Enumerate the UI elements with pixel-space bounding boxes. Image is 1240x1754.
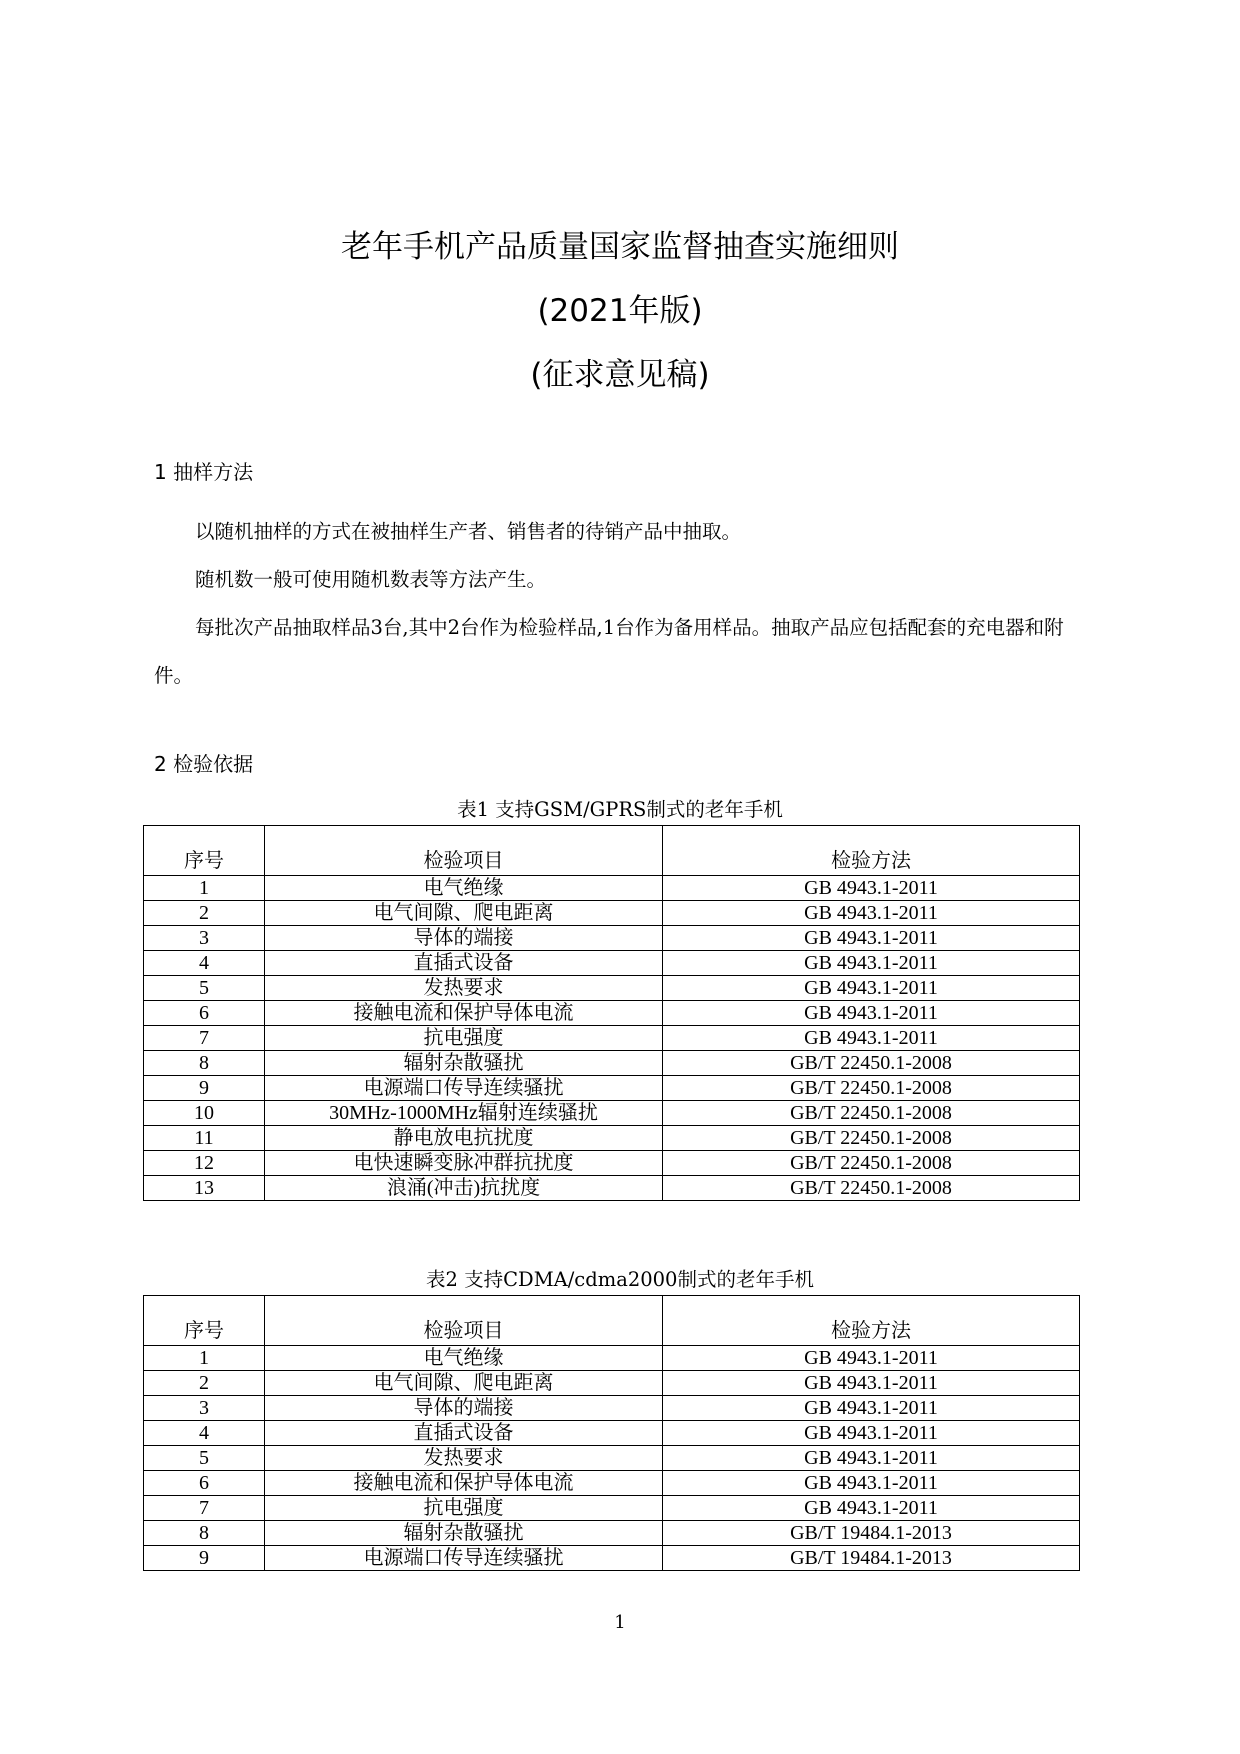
cell-method: GB 4943.1-2011 bbox=[663, 1496, 1080, 1521]
section-heading-basis: 2 检验依据 bbox=[154, 752, 254, 776]
cell-serial: 8 bbox=[144, 1051, 265, 1076]
cell-serial: 8 bbox=[144, 1521, 265, 1546]
cell-item: 直插式设备 bbox=[265, 1421, 663, 1446]
cell-item: 电气绝缘 bbox=[265, 1346, 663, 1371]
table-header-row bbox=[144, 1296, 1080, 1346]
cell-serial: 1 bbox=[144, 1346, 265, 1371]
cell-method: GB 4943.1-2011 bbox=[663, 1471, 1080, 1496]
cell-method: GB 4943.1-2011 bbox=[663, 951, 1080, 976]
cell-serial: 5 bbox=[144, 1446, 265, 1471]
cell-method: GB/T 22450.1-2008 bbox=[663, 1151, 1080, 1176]
cell-item: 30MHz-1000MHz辐射连续骚扰 bbox=[265, 1101, 663, 1126]
header-method: 检验方法 bbox=[663, 1296, 1080, 1346]
cell-method: GB/T 22450.1-2008 bbox=[663, 1076, 1080, 1101]
cell-item: 电气间隙、爬电距离 bbox=[265, 1371, 663, 1396]
table-row bbox=[144, 1026, 1080, 1051]
cell-serial: 9 bbox=[144, 1546, 265, 1571]
cell-item: 导体的端接 bbox=[265, 1396, 663, 1421]
cell-serial: 12 bbox=[144, 1151, 265, 1176]
title-line-1: 老年手机产品质量国家监督抽查实施细则 bbox=[341, 229, 899, 265]
paragraph-1: 以随机抽样的方式在被抽样生产者、销售者的待销产品中抽取。 bbox=[195, 520, 742, 543]
cell-item: 电气绝缘 bbox=[265, 876, 663, 901]
table-row bbox=[144, 1001, 1080, 1026]
cell-serial: 4 bbox=[144, 951, 265, 976]
cell-serial: 3 bbox=[144, 1396, 265, 1421]
cell-serial: 11 bbox=[144, 1126, 265, 1151]
cell-serial: 7 bbox=[144, 1496, 265, 1521]
table-row bbox=[144, 1421, 1080, 1446]
cell-method: GB 4943.1-2011 bbox=[663, 1346, 1080, 1371]
cell-method: GB 4943.1-2011 bbox=[663, 1026, 1080, 1051]
cell-serial: 4 bbox=[144, 1421, 265, 1446]
header-serial: 序号 bbox=[144, 1296, 265, 1346]
cell-method: GB 4943.1-2011 bbox=[663, 901, 1080, 926]
cell-method: GB 4943.1-2011 bbox=[663, 926, 1080, 951]
table1-caption: 表1 支持GSM/GPRS制式的老年手机 bbox=[457, 798, 783, 821]
cell-serial: 13 bbox=[144, 1176, 265, 1201]
table-row bbox=[144, 951, 1080, 976]
table-row bbox=[144, 1521, 1080, 1546]
cell-item: 接触电流和保护导体电流 bbox=[265, 1471, 663, 1496]
header-item: 检验项目 bbox=[265, 826, 663, 876]
page-number: 1 bbox=[614, 1612, 626, 1633]
cell-method: GB 4943.1-2011 bbox=[663, 1446, 1080, 1471]
cell-item: 抗电强度 bbox=[265, 1496, 663, 1521]
cell-serial: 2 bbox=[144, 901, 265, 926]
cell-method: GB/T 22450.1-2008 bbox=[663, 1126, 1080, 1151]
table-row bbox=[144, 1496, 1080, 1521]
header-serial: 序号 bbox=[144, 826, 265, 876]
document-title bbox=[0, 215, 1240, 407]
cell-item: 辐射杂散骚扰 bbox=[265, 1521, 663, 1546]
cell-serial: 2 bbox=[144, 1371, 265, 1396]
table-row bbox=[144, 1126, 1080, 1151]
cell-serial: 6 bbox=[144, 1471, 265, 1496]
paragraph-3: 每批次产品抽取样品3台,其中2台作为检验样品,1台作为备用样品。抽取产品应包括配套的充电器和附件。 bbox=[154, 616, 1064, 687]
cell-item: 电源端口传导连续骚扰 bbox=[265, 1546, 663, 1571]
title-line-3: (征求意见稿) bbox=[530, 357, 710, 393]
cell-method: GB 4943.1-2011 bbox=[663, 976, 1080, 1001]
cell-method: GB/T 22450.1-2008 bbox=[663, 1101, 1080, 1126]
table-row bbox=[144, 1396, 1080, 1421]
table-row bbox=[144, 1346, 1080, 1371]
table-row bbox=[144, 1546, 1080, 1571]
table-row bbox=[144, 1371, 1080, 1396]
cell-method: GB 4943.1-2011 bbox=[663, 1371, 1080, 1396]
table-row bbox=[144, 901, 1080, 926]
cell-method: GB/T 22450.1-2008 bbox=[663, 1176, 1080, 1201]
table-row bbox=[144, 1151, 1080, 1176]
table-row bbox=[144, 926, 1080, 951]
section-heading-sampling: 1 抽样方法 bbox=[154, 460, 254, 484]
cell-item: 接触电流和保护导体电流 bbox=[265, 1001, 663, 1026]
cell-method: GB/T 19484.1-2013 bbox=[663, 1521, 1080, 1546]
cell-serial: 6 bbox=[144, 1001, 265, 1026]
cell-method: GB 4943.1-2011 bbox=[663, 1396, 1080, 1421]
cell-item: 电快速瞬变脉冲群抗扰度 bbox=[265, 1151, 663, 1176]
cell-item: 发热要求 bbox=[265, 976, 663, 1001]
cell-serial: 7 bbox=[144, 1026, 265, 1051]
header-method: 检验方法 bbox=[663, 826, 1080, 876]
table-row bbox=[144, 1076, 1080, 1101]
table2-caption: 表2 支持CDMA/cdma2000制式的老年手机 bbox=[426, 1268, 814, 1291]
cell-serial: 5 bbox=[144, 976, 265, 1001]
cell-serial: 10 bbox=[144, 1101, 265, 1126]
cell-item: 浪涌(冲击)抗扰度 bbox=[265, 1176, 663, 1201]
cell-method: GB/T 19484.1-2013 bbox=[663, 1546, 1080, 1571]
cell-item: 直插式设备 bbox=[265, 951, 663, 976]
cell-item: 抗电强度 bbox=[265, 1026, 663, 1051]
header-item: 检验项目 bbox=[265, 1296, 663, 1346]
table-row bbox=[144, 1051, 1080, 1076]
table-row bbox=[144, 876, 1080, 901]
table-row bbox=[144, 976, 1080, 1001]
cell-method: GB 4943.1-2011 bbox=[663, 1421, 1080, 1446]
inspection-table-1 bbox=[143, 825, 1080, 1201]
cell-item: 电源端口传导连续骚扰 bbox=[265, 1076, 663, 1101]
table-header-row bbox=[144, 826, 1080, 876]
inspection-table-2 bbox=[143, 1295, 1080, 1571]
paragraph-2: 随机数一般可使用随机数表等方法产生。 bbox=[195, 568, 547, 591]
cell-serial: 3 bbox=[144, 926, 265, 951]
cell-item: 辐射杂散骚扰 bbox=[265, 1051, 663, 1076]
cell-item: 电气间隙、爬电距离 bbox=[265, 901, 663, 926]
table-row bbox=[144, 1446, 1080, 1471]
cell-serial: 1 bbox=[144, 876, 265, 901]
table-row bbox=[144, 1471, 1080, 1496]
cell-serial: 9 bbox=[144, 1076, 265, 1101]
cell-item: 静电放电抗扰度 bbox=[265, 1126, 663, 1151]
table-row bbox=[144, 1176, 1080, 1201]
cell-item: 发热要求 bbox=[265, 1446, 663, 1471]
cell-item: 导体的端接 bbox=[265, 926, 663, 951]
cell-method: GB/T 22450.1-2008 bbox=[663, 1051, 1080, 1076]
title-line-2: (2021年版) bbox=[537, 293, 703, 329]
cell-method: GB 4943.1-2011 bbox=[663, 1001, 1080, 1026]
cell-method: GB 4943.1-2011 bbox=[663, 876, 1080, 901]
table-row bbox=[144, 1101, 1080, 1126]
